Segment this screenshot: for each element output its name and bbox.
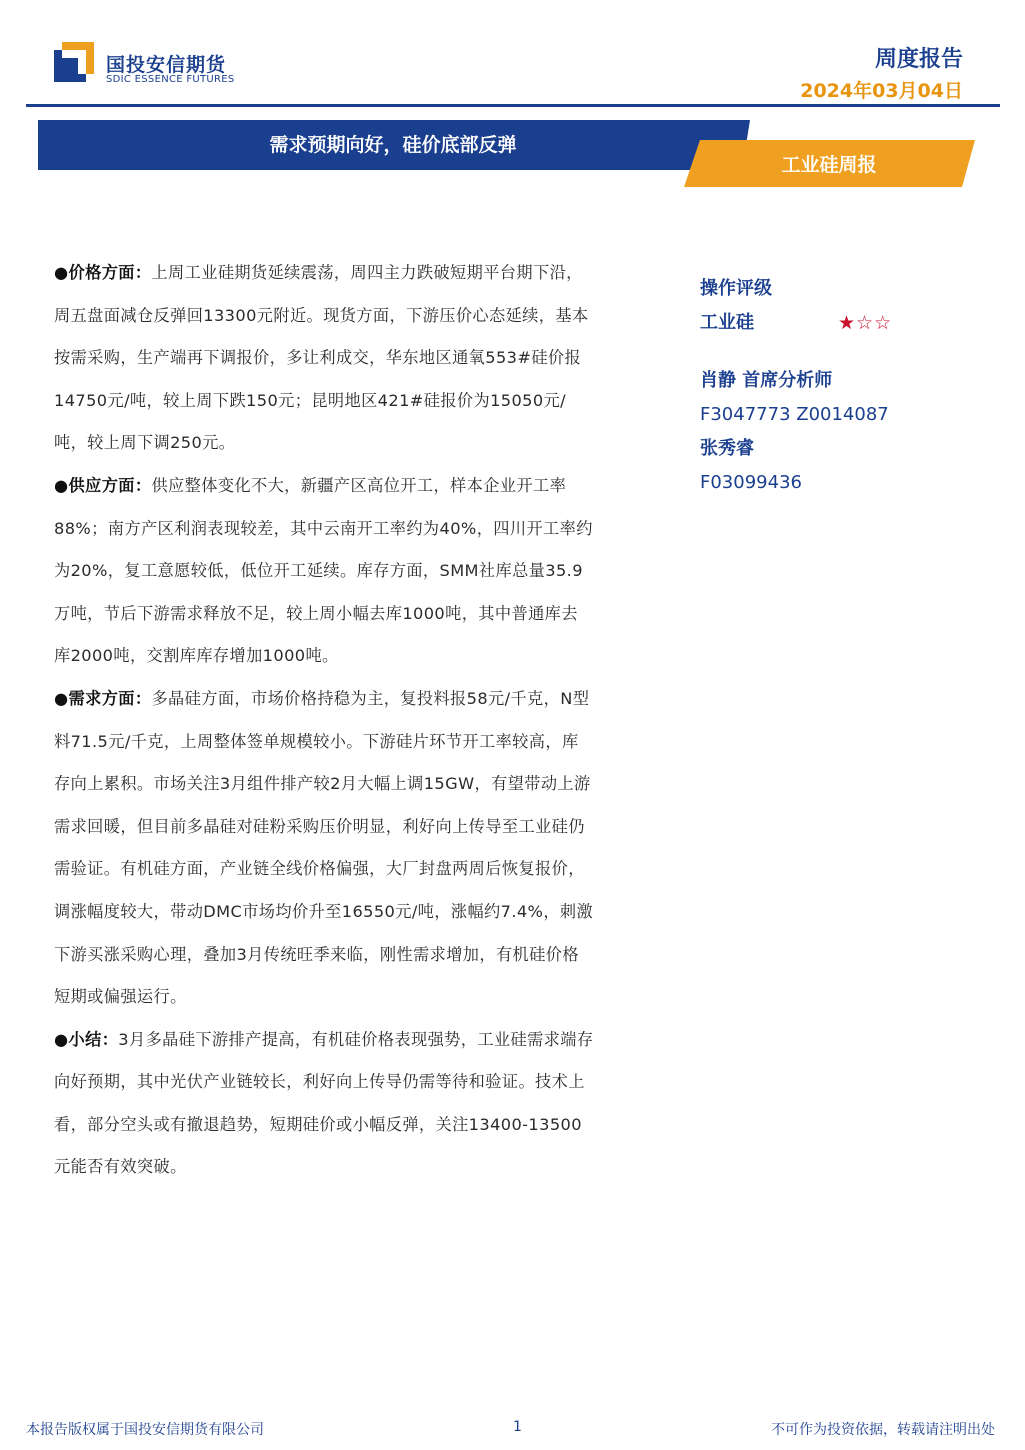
bullet-icon: ● [54, 1029, 69, 1049]
footer-copyright: 本报告版权属于国投安信期货有限公司 [26, 1422, 264, 1438]
sidebar [700, 272, 980, 500]
analyst-name: 张秀睿 [700, 438, 754, 459]
report-title: 需求预期向好，硅价底部反弹 [269, 134, 517, 156]
section-text: 供应整体变化不大，新疆产区高位开工，样本企业开工率88%；南方产区利润表现较差，其中云南开工率约为40%，四川开工率约为20%，复工意愿较低，低位开工延续。库存方面，SMM社库总量35.9万吨，节后下游需求释放不足，较上周小幅去库1000吨，其中普通库去库2000吨，交割库库存增加1000吨。 [54, 475, 593, 666]
logo-english-name: SDIC ESSENCE FUTURES [106, 74, 235, 85]
logo-chinese-name: 国投安信期货 [106, 54, 227, 76]
header-divider [26, 104, 1000, 107]
rating-row [700, 306, 980, 340]
section-price [54, 252, 594, 465]
rating-item: 工业硅 [700, 312, 754, 333]
report-date: 2024年03月04日 [800, 80, 963, 102]
analyst-license: F03099436 [700, 472, 802, 493]
section-supply [54, 465, 594, 678]
report-category-tag: 工业硅周报 [781, 154, 877, 176]
section-text: 3月多晶硅下游排产提高，有机硅价格表现强势，工业硅需求端存向好预期，其中光伏产业链较长，利好向上传导仍需等待和验证。技术上看，部分空头或有撤退趋势，短期硅价或小幅反弹，关注13400-13500元能否有效突破。 [54, 1029, 594, 1177]
section-text: 多晶硅方面，市场价格持稳为主，复投料报58元/千克，N型料71.5元/千克，上周整体签单规模较小。下游硅片环节开工率较高，库存向上累积。市场关注3月组件排产较2月大幅上调15GW，有望带动上游需求回暖，但目前多晶硅对硅粉采购压价明显，利好向上传导至工业硅仍需验证。有机硅方面，产业链全线价格偏强，大厂封盘两周后恢复报价，调涨幅度较大，带动DMC市场均价升至16550元/吨，涨幅约7.4%，刺激下游买涨采购心理，叠加3月传统旺季来临，刚性需求增加，有机硅价格短期或偏强运行。 [54, 688, 594, 1007]
bullet-icon: ● [54, 688, 69, 708]
company-logo [54, 42, 244, 88]
page-number: 1 [513, 1419, 522, 1435]
analyst-name: 肖静 首席分析师 [700, 370, 833, 391]
section-heading: 供应方面： [68, 475, 152, 495]
section-demand [54, 678, 594, 1019]
rating-stars-icon: ★☆☆ [838, 312, 893, 334]
report-body [54, 252, 594, 1189]
bullet-icon: ● [54, 263, 69, 282]
rating-heading: 操作评级 [700, 278, 772, 299]
analyst-license: F3047773 Z0014087 [700, 404, 889, 425]
logo-mark-icon [54, 42, 94, 82]
section-heading: 需求方面： [68, 688, 152, 708]
section-summary [54, 1019, 594, 1189]
report-type: 周度报告 [874, 47, 963, 72]
footer-notice: 不可作为投资依据，转载请注明出处 [771, 1422, 995, 1438]
section-text: 上周工业硅期货延续震荡，周四主力跌破短期平台期下沿，周五盘面减仓反弹回13300元附近。现货方面，下游压价心态延续，基本按需采购，生产端再下调报价，多让利成交，华东地区通氧553#硅价报14750元/吨，较上周下跌150元；昆明地区421#硅报价为15050元/吨，较上周下调250元。 [54, 263, 589, 453]
section-heading: 小结： [68, 1029, 119, 1049]
section-heading: 价格方面： [68, 263, 152, 282]
bullet-icon: ● [54, 475, 69, 495]
